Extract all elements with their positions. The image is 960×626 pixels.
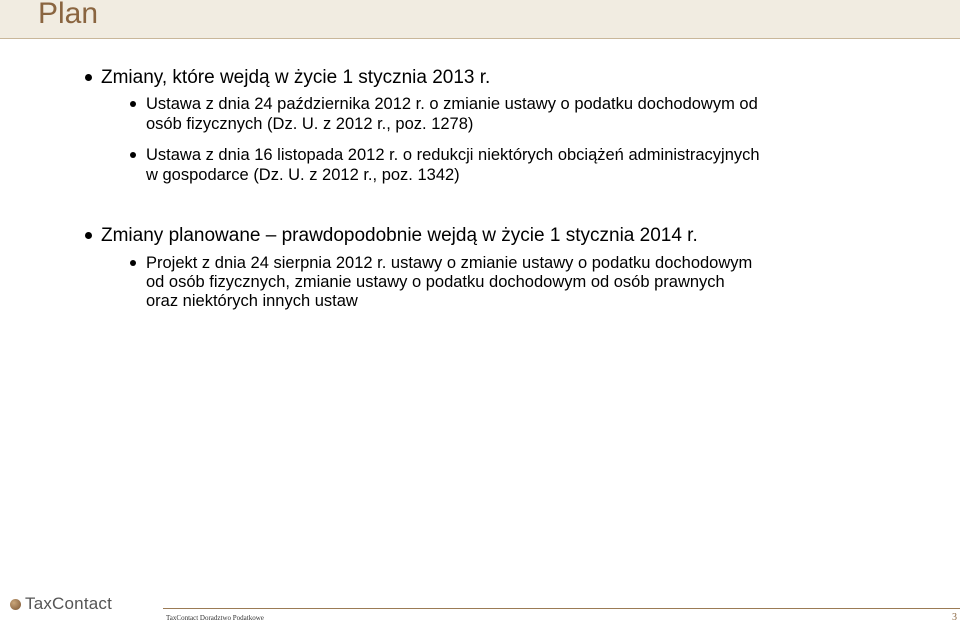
bullet-icon [130,152,136,158]
title-band [0,0,960,38]
bullet-icon [130,101,136,107]
section-1-item-1-line-1: Ustawa z dnia 24 października 2012 r. o zmianie ustawy o podatku dochodowym od [146,95,758,113]
section-2-heading: Zmiany planowane – prawdopodobnie wejdą w życie 1 stycznia 2014 r. [101,225,698,246]
bullet-icon [130,260,136,266]
slide-title: Plan [38,0,99,30]
section-1-item-2-line-2: w gospodarce (Dz. U. z 2012 r., poz. 1342) [146,166,460,184]
section-2-item-1-line-3: oraz niektórych innych ustaw [146,292,358,310]
section-1-heading: Zmiany, które wejdą w życie 1 stycznia 2013 r. [101,67,491,88]
logo-mark-icon [10,599,21,610]
title-divider [0,38,960,39]
taxcontact-logo [10,594,112,614]
section-2-item-1-line-1: Projekt z dnia 24 sierpnia 2012 r. ustawy o zmianie ustawy o podatku dochodowym [146,254,753,272]
bullet-icon [85,74,92,81]
section-1-item-1-line-2: osób fizycznych (Dz. U. z 2012 r., poz. 1278) [146,115,474,133]
footer-divider [163,608,960,609]
section-2-item-1-line-2: od osób fizycznych, zmianie ustawy o podatku dochodowym od osób prawnych [146,273,725,291]
page-number: 3 [952,612,957,623]
logo-text: TaxContact [25,594,113,613]
footer-company: TaxContact Doradztwo Podatkowe [166,614,264,622]
section-1-item-2-line-1: Ustawa z dnia 16 listopada 2012 r. o redukcji niektórych obciążeń administracyjnych [146,146,760,164]
bullet-icon [85,232,92,239]
